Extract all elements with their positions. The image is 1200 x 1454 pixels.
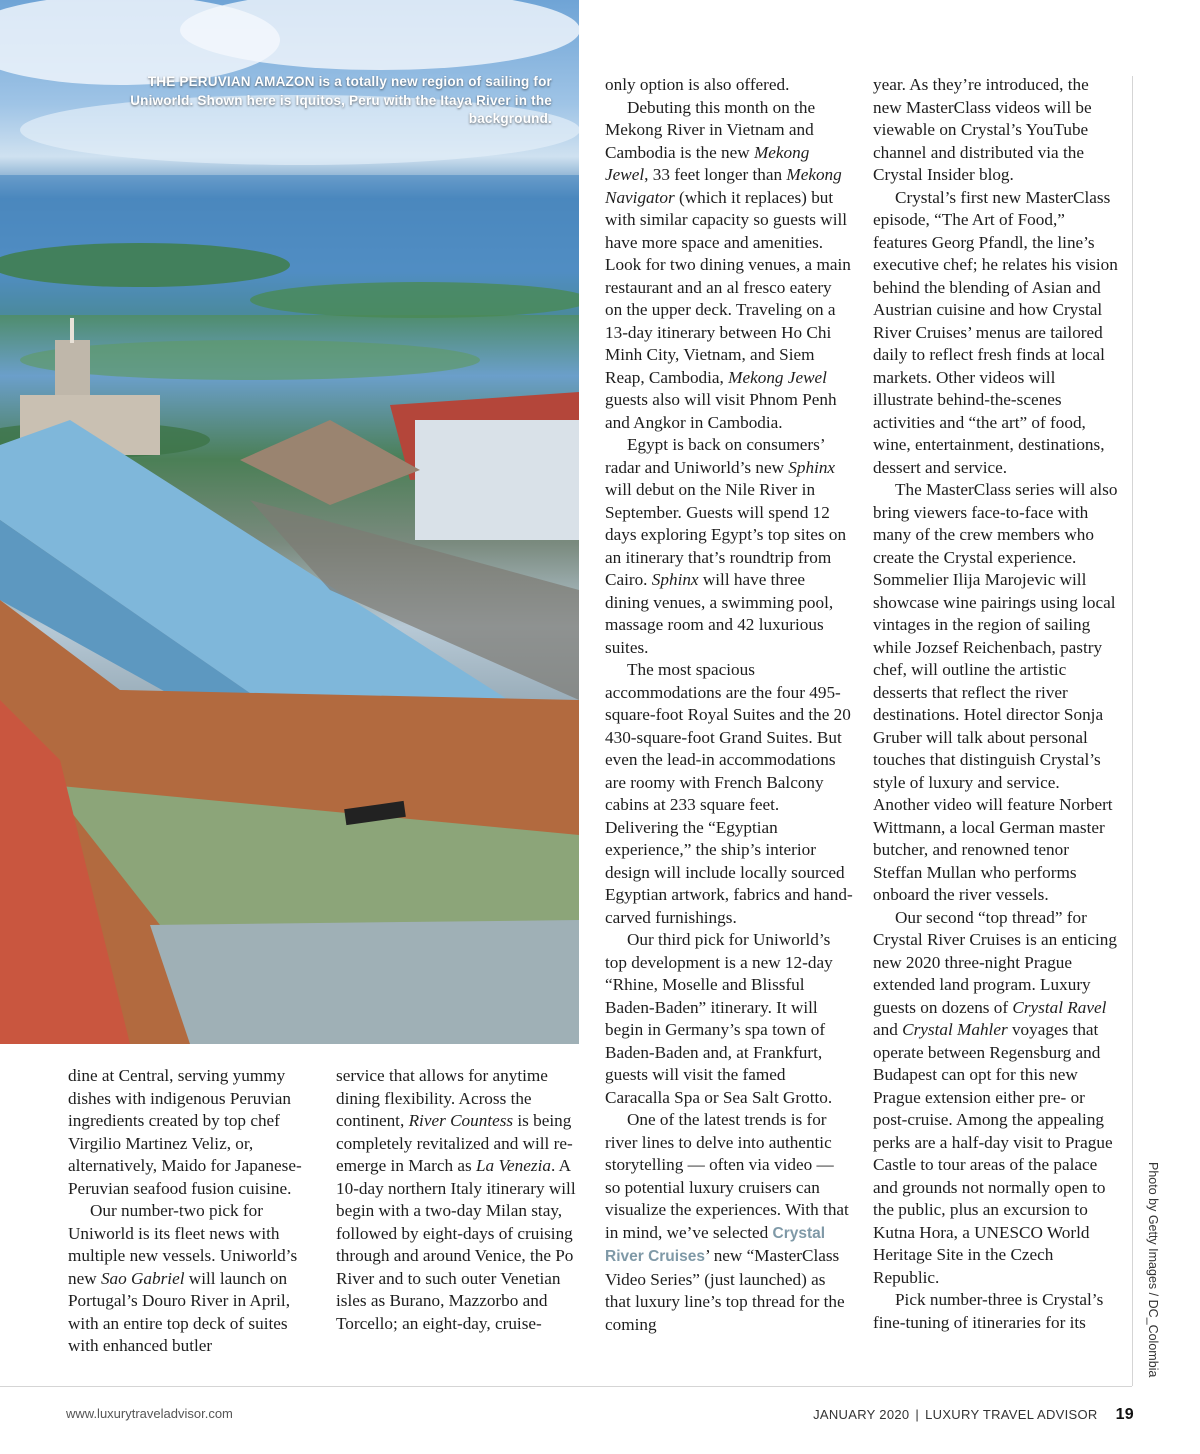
ship-name: Mekong Jewel — [605, 142, 810, 184]
ship-name: Crystal Ravel — [1012, 997, 1107, 1017]
company-highlight: Crystal River Cruises — [605, 1224, 826, 1265]
paragraph: Our second “top thread” for Crystal River Cruises is an enticing new 2020 three-night Prague extended land program. Luxury guests on dozens of Crystal Ravel and Crystal Mahler voyages that operate between Regensburg and Budapest can opt for this new Prague extension either pre- or post-cruise. Among the appealing perks are a half-day visit to Prague Castle to tour areas of the palace and grounds not normally open to the public, plus an excursion to Kutna Hora, a UNESCO World Heritage Site in the Czech Republic. — [873, 907, 1117, 1287]
magazine-name: LUXURY TRAVEL ADVISOR — [925, 1407, 1098, 1422]
photo-caption — [82, 73, 552, 129]
paragraph: Our number-two pick for Uniworld is its fleet news with multiple new vessels. Uniworld’s new Sao Gabriel will launch on Portugal’s Douro River in April, with an entire top deck of suites with enhanced butler — [68, 1201, 298, 1355]
page-number: 19 — [1115, 1406, 1134, 1423]
paragraph: year. As they’re introduced, the new MasterClass videos will be viewable on Crystal’s YouTube channel and distributed via the Crystal Insider blog. — [873, 75, 1092, 184]
feature-photo-iquitos — [0, 0, 579, 1044]
ship-name: Sphinx — [788, 457, 836, 477]
article-column-4 — [873, 74, 1119, 1334]
paragraph: Pick number-three is Crystal’s fine-tuning of itineraries for its — [873, 1290, 1104, 1332]
paragraph: Crystal’s first new MasterClass episode, “The Art of Food,” features Georg Pfandl, the line’s executive chef; he relates his vision behind the blending of Asian and Austrian cuisine and how Crystal River Cruises’ menus are tailored daily to reflect fresh finds at local markets. Other videos will illustrate behind-the-scenes activities and “the art” of food, wine, entertainment, destinations, dessert and service. — [873, 187, 1118, 477]
ship-name: Crystal Mahler — [902, 1020, 1008, 1039]
ship-name: Mekong Jewel — [728, 367, 827, 387]
footer-website: www.luxurytraveladvisor.com — [66, 1406, 233, 1421]
article-column-2 — [336, 1065, 584, 1335]
paragraph: Egypt is back on consumers’ radar and Uniworld’s new Sphinx will debut on the Nile River in September. Guests will spend 12 days exploring Egypt’s top sites on an itinerary that’s roundtrip from Cairo. Sphinx will have three dining venues, a swimming pool, massage room and 42 luxurious suites. — [605, 435, 847, 657]
paragraph: The most spacious accommodations are the four 495-square-foot Royal Suites and the 20 430-square-foot Grand Suites. But even the lead-in accommodations are roomy with French Balcony cabins at 233 square feet. Delivering the “Egyptian experience,” the ship’s interior design will include locally sourced Egyptian artwork, fabrics and hand-carved furnishings. — [605, 660, 853, 927]
footer-folio — [813, 1406, 1134, 1424]
photo-illustration — [0, 0, 579, 1044]
paragraph: Our third pick for Uniworld’s top development is a new 12-day “Rhine, Moselle and Blissful Baden-Baden” itinerary. It will begin in Germany’s spa town of Baden-Baden and, at Frankfurt, guests will visit the famed Caracalla Spa or Sea Salt Grotto. — [605, 930, 833, 1107]
caption-lead: THE PERUVIAN AMAZON — [147, 74, 315, 89]
folio-separator: | — [915, 1407, 920, 1422]
paragraph: only option is also offered. — [605, 75, 790, 94]
ship-name: Mekong Navigator — [605, 165, 842, 207]
paragraph: Debuting this month on the Mekong River in Vietnam and Cambodia is the new Mekong Jewel, 33 feet longer than Mekong Navigator (which it replaces) but with similar capacity so guests will have more space and amenities. Look for two dining venues, a main restaurant and an al fresco eatery on the upper deck. Traveling on a 13-day itinerary between Ho Chi Minh City, Vietnam, and Siem Reap, Cambodia, Mekong Jewel guests also will visit Phnom Penh and Angkor in Cambodia. — [605, 97, 851, 432]
ship-name: La Venezia — [476, 1156, 551, 1175]
paragraph: One of the latest trends is for river lines to delve into authentic storytelling — often via video — so potential luxury cruisers can visualize the experiences. With that in mind, we’ve selected Crystal River Cruises’ new “MasterClass Video Series” (just launched) as that luxury line’s top thread for the coming — [605, 1110, 849, 1334]
caption-text: is a totally new region of sailing for Uniworld. Shown here is Iquitos, Peru with the Itaya River in the background. — [130, 74, 552, 126]
paragraph: dine at Central, serving yummy dishes with indigenous Peruvian ingredients created by top chef Virgilio Martinez Veliz, or, alternatively, Maido for Japanese-Peruvian seafood fusion cuisine. — [68, 1066, 302, 1198]
paragraph: service that allows for anytime dining flexibility. Across the continent, River Countess is being completely revitalized and will re-emerge in March as La Venezia. A 10-day northern Italy itinerary will begin with a two-day Milan stay, followed by eight-days of cruising through and around Venice, the Po River and to such outer Venetian isles as Burano, Mazzorbo and Torcello; an eight-day, cruise- — [336, 1066, 576, 1333]
photo-credit: Photo by Getty Images / DC_Colombia — [1146, 1162, 1160, 1378]
ship-name: River Countess — [408, 1111, 514, 1130]
ship-name: Sao Gabriel — [100, 1268, 185, 1288]
article-column-1 — [68, 1065, 318, 1358]
footer-rule — [0, 1386, 1132, 1387]
article-column-3 — [605, 74, 853, 1336]
paragraph: The MasterClass series will also bring viewers face-to-face with many of the crew members who create the Crystal experience. Sommelier Ilija Marojevic will showcase wine pairings using local vintages in the region of sailing while Jozsef Reichenbach, pastry chef, will outline the artistic desserts that reflect the river destinations. Hotel director Sonja Gruber will talk about personal touches that distinguish Crystal’s style of luxury and service. Another video will feature Norbert Wittmann, a local German master butcher, and renowned tenor Steffan Mullan who performs onboard the river vessels. — [873, 480, 1118, 904]
ship-name: Sphinx — [651, 570, 699, 589]
issue-date: JANUARY 2020 — [813, 1407, 910, 1422]
vertical-rule — [1132, 76, 1133, 1386]
